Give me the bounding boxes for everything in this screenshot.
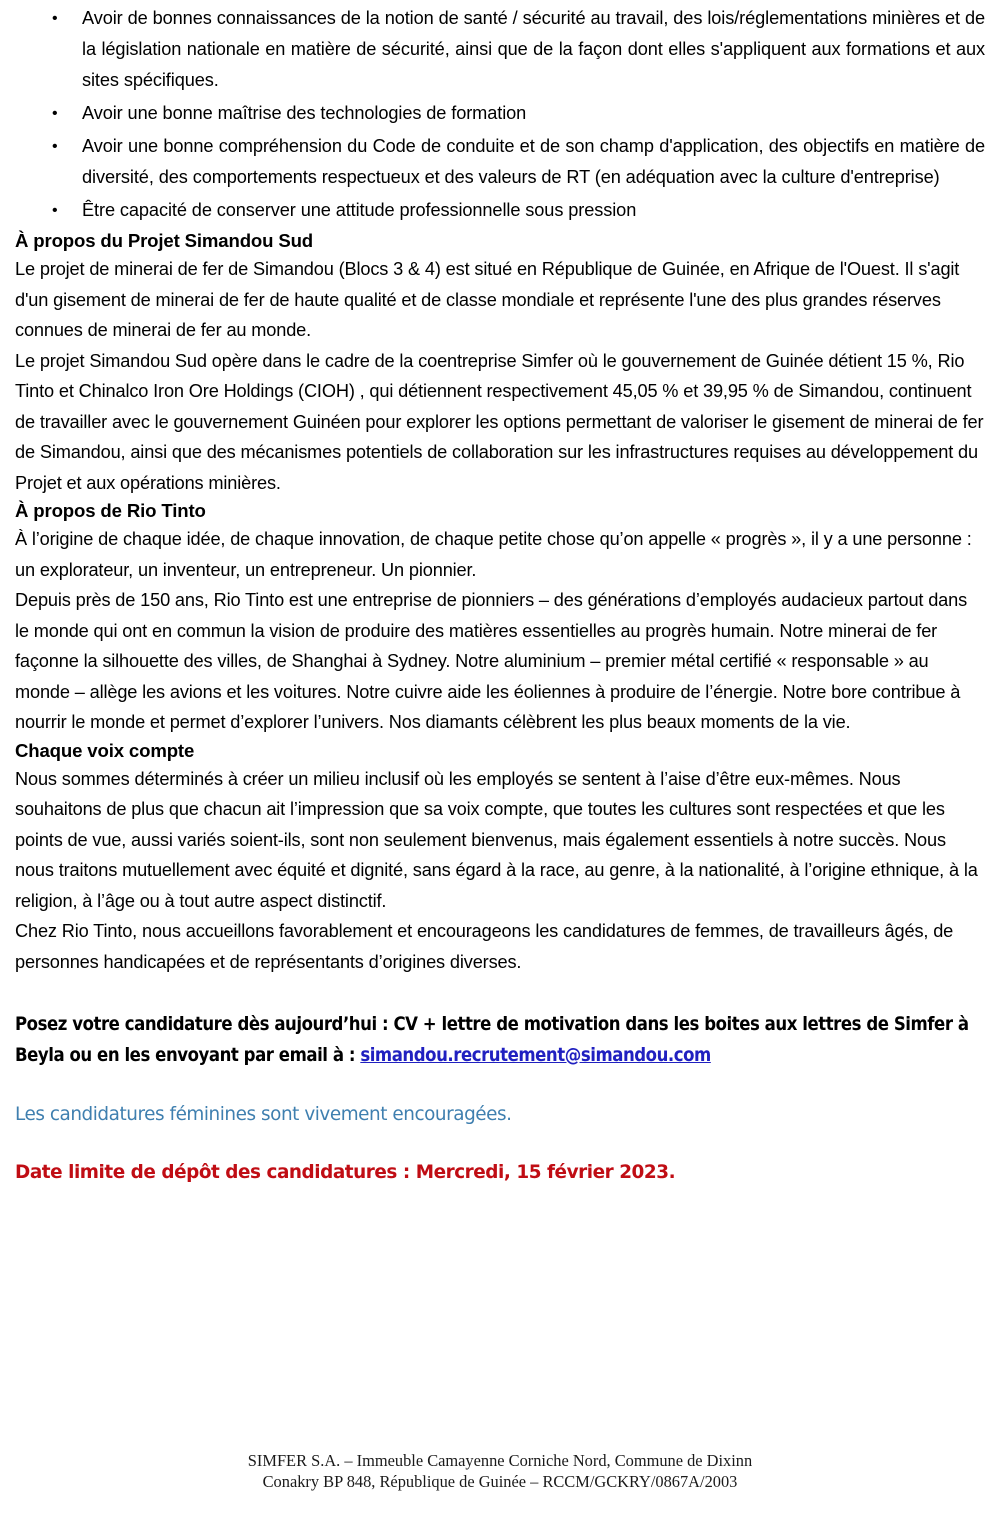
application-deadline: Date limite de dépôt des candidatures : Mercredi, 15 février 2023.	[15, 1162, 676, 1183]
paragraph-diversite: Chez Rio Tinto, nous accueillons favorablement et encourageons les candidatures de femmes, de travailleurs âgés, de personnes handicapées et de représentants d’origines diverses.	[15, 921, 954, 972]
apply-instructions	[15, 1009, 985, 1071]
paragraph-projet-simandou-coentreprise: Le projet Simandou Sud opère dans le cadre de la coentreprise Simfer où le gouvernement de Guinée détient 15 %, Rio Tinto et Chinalco Iron Ore Holdings (CIOH) , qui détiennent respectivement 45,05 % et 39,95 % de Simandou, continuent de travailler avec le gouvernement Guinéen pour explorer les options permettant de valoriser le gisement de minerai de fer de Simandou, ainsi que des mécanismes potentiels de collaboration sur les infrastructures requises au développement du Projet et aux opérations minières.	[15, 350, 984, 493]
list-item: • Être capacité de conserver une attitude professionnelle sous pression	[15, 195, 985, 226]
section-heading-chaque-voix-compte: Chaque voix compte	[15, 739, 195, 761]
paragraph-rio-tinto-origine: À l’origine de chaque idée, de chaque innovation, de chaque petite chose qu’on appelle « progrès », il y a une personne : un explorateur, un inventeur, un entrepreneur. Un pionnier.	[15, 529, 972, 580]
apply-instructions-text: Posez votre candidature dès aujourd’hui : CV + lettre de motivation dans les boites aux lettres de Simfer à Beyla ou en les envoyant par email à :	[15, 1014, 969, 1066]
section-heading-rio-tinto: À propos de Rio Tinto	[15, 500, 206, 521]
paragraph-rio-tinto-pionniers: Depuis près de 150 ans, Rio Tinto est une entreprise de pionniers – des générations d’employés audacieux partout dans le monde qui ont en commun la vision de produire des matières essentielles au progrès humain. Notre minerai de fer façonne la silhouette des villes, de Shanghai à Sydney. Notre aluminium – premier métal certifié « responsable » au monde – allège les avions et les voitures. Notre cuivre aide les éoliennes à produire de l’énergie. Notre bore contribue à nourrir le monde et permet d’explorer l’univers. Nos diamants célèbrent les plus beaux moments de la vie.	[15, 590, 968, 732]
women-applicants-note: Les candidatures féminines sont vivement encouragées.	[15, 1104, 512, 1125]
footer-line-address: SIMFER S.A. – Immeuble Camayenne Corniche Nord, Commune de Dixinn	[247, 1451, 753, 1470]
section-heading-projet-simandou-sud: À propos du Projet Simandou Sud	[15, 230, 314, 251]
footer-line-registration: Conakry BP 848, République de Guinée – RCCM/GCKRY/0867A/2003	[262, 1472, 738, 1491]
paragraph-inclusion: Nous sommes déterminés à créer un milieu inclusif où les employés se sentent à l’aise d’être eux-mêmes. Nous souhaitons de plus que chacun ait l’impression que sa voix compte, que toutes les cultures sont respectées et que les points de vue, aussi variés soient-ils, sont non seulement bienvenus, mais également essentiels à notre succès. Nous nous traitons mutuellement avec équité et dignité, sans égard à la race, au genre, à la nationalité, à l’origine ethnique, à la religion, à l’âge ou à tout autre aspect distinctif.	[15, 768, 978, 911]
requirements-list	[15, 0, 985, 226]
list-item: • Avoir une bonne maîtrise des technologies de formation	[15, 98, 985, 129]
list-item: • Avoir une bonne compréhension du Code de conduite et de son champ d'application, des objectifs en matière de diversité, des comportements respectueux et des valeurs de RT (en adéquation avec la culture d'entreprise)	[15, 131, 985, 193]
page-footer	[0, 1450, 1000, 1492]
paragraph-projet-simandou-intro: Le projet de minerai de fer de Simandou (Blocs 3 & 4) est situé en République de Guinée, en Afrique de l'Ouest. Il s'agit d'un gisement de minerai de fer de haute qualité et de classe mondiale et représente l'une des plus grandes réserves connues de minerai de fer au monde.	[15, 259, 960, 340]
application-email-link[interactable]: simandou.recrutement@simandou.com	[360, 1045, 711, 1066]
list-item: • Avoir de bonnes connaissances de la notion de santé / sécurité au travail, des lois/réglementations minières et de la législation nationale en matière de sécurité, ainsi que de la façon dont elles s'appliquent aux formations et aux sites spécifiques.	[15, 3, 985, 96]
